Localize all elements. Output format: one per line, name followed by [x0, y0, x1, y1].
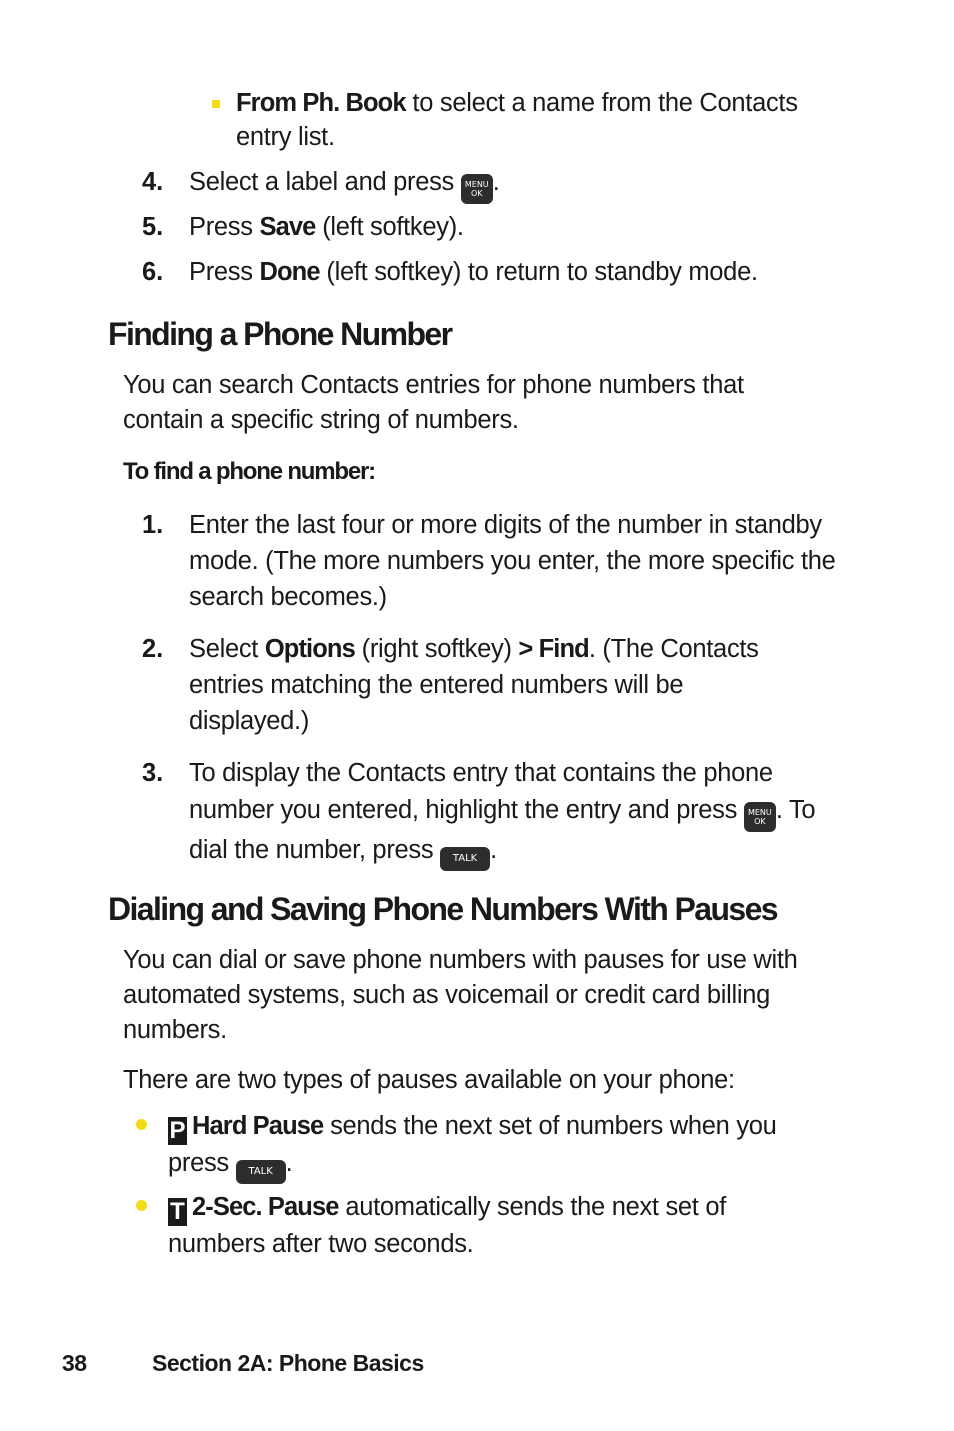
step-4-text: Select a label and press MENU OK .	[189, 164, 849, 204]
find-step-2-text: Select Options (right softkey) > Find. (The Contacts entries matching the entered numbers will be displayed.)	[189, 635, 759, 735]
talk-key-icon: TALK	[236, 1160, 286, 1184]
hard-pause-icon: P	[169, 1117, 186, 1144]
section-heading-finding: Finding a Phone Number	[108, 316, 452, 352]
find-step-3-text: To display the Contacts entry that contains the phone number you entered, highlight the entry and press MENU OK . To dial the number, press TALK .	[189, 755, 844, 871]
step-number: 6.	[142, 258, 164, 286]
pause-types-text: There are two types of pauses available on your phone:	[123, 1066, 735, 1094]
step-5-text: Press Save (left softkey).	[189, 213, 464, 241]
from-phonebook-text: to select a name from the Contacts entry list.	[236, 89, 798, 151]
menu-ok-key-icon: MENU OK	[744, 802, 776, 832]
hard-pause-item: P Hard Pause sends the next set of numbers when you press TALK .	[168, 1108, 818, 1184]
page-number: 38	[62, 1350, 87, 1376]
step-6-text: Press Done (left softkey) to return to standby mode.	[189, 258, 758, 286]
timed-pause-icon: T	[168, 1198, 187, 1226]
step-number: 3.	[142, 759, 164, 787]
bullet-marker	[136, 1119, 147, 1130]
step-number: 1.	[142, 511, 164, 539]
two-sec-pause-item: T 2-Sec. Pause automatically sends the next set of numbers after two seconds.	[168, 1193, 727, 1258]
section-1-intro: You can search Contacts entries for phone numbers that contain a specific string of numbers.	[123, 371, 744, 434]
step-number: 4.	[142, 168, 164, 196]
procedure-subheading: To find a phone number:	[123, 458, 375, 485]
section-title-footer: Section 2A: Phone Basics	[152, 1350, 424, 1376]
bullet-marker	[136, 1200, 147, 1211]
bullet-marker	[212, 100, 220, 108]
section-heading-pauses: Dialing and Saving Phone Numbers With Pauses	[108, 891, 778, 927]
from-phonebook-label: From Ph. Book	[236, 89, 406, 117]
section-2-intro: You can dial or save phone numbers with pauses for use with automated systems, such as voicemail or credit card billing numbers.	[123, 946, 798, 1044]
menu-ok-key-icon: MENU OK	[461, 174, 493, 204]
find-step-1-text: Enter the last four or more digits of the number in standby mode. (The more numbers you enter, the more specific the search becomes.)	[189, 511, 836, 611]
talk-key-icon: TALK	[440, 847, 490, 871]
step-number: 2.	[142, 635, 164, 663]
from-phonebook-item	[236, 86, 836, 154]
step-number: 5.	[142, 213, 164, 241]
